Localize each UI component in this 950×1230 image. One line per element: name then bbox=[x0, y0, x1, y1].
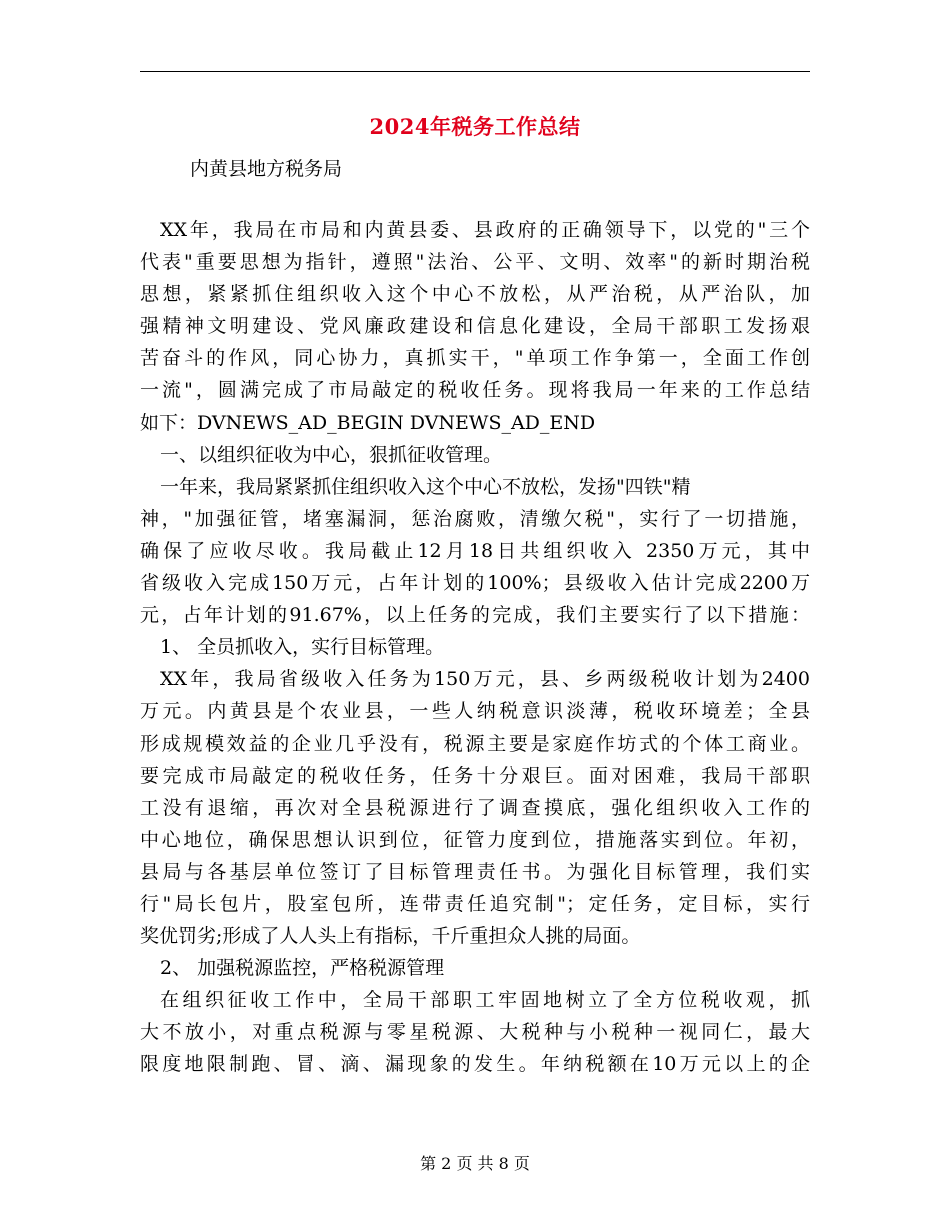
body-text-line: 神，"加强征管，堵塞漏洞，惩治腐败，清缴欠税"，实行了一切措施， bbox=[140, 507, 810, 530]
body-text-line: 奖优罚劣;形成了人人头上有指标，千斤重担众人挑的局面。 bbox=[140, 925, 641, 948]
body-text-line: 确保了应收尽收。我局截止12月18日共组织收入 2350万元，其中 bbox=[140, 539, 810, 562]
body-text-line: 县局与各基层单位签订了目标管理责任书。为强化目标管理，我们实 bbox=[140, 860, 810, 883]
body-text-line: 苦奋斗的作风，同心协力，真抓实干，"单项工作争第一，全面工作创 bbox=[140, 347, 810, 370]
body-text-line: 省级收入完成150万元，占年计划的100%；县级收入估计完成2200万 bbox=[140, 572, 810, 595]
body-text-line: 在组织征收工作中，全局干部职工牢固地树立了全方位税收观，抓 bbox=[160, 989, 810, 1012]
header-rule bbox=[140, 71, 810, 72]
body-text-line: 要完成市局敲定的税收任务，任务十分艰巨。面对困难，我局干部职 bbox=[140, 764, 810, 787]
organization-name: 内黄县地方税务局 bbox=[190, 158, 343, 180]
body-text-line: 一流"，圆满完成了市局敲定的税收任务。现将我局一年来的工作总结 bbox=[140, 379, 810, 402]
body-text-line: 思想，紧紧抓住组织收入这个中心不放松，从严治税，从严治队，加 bbox=[140, 283, 810, 306]
document-title: 2024年税务工作总结 bbox=[369, 114, 581, 139]
body-text-line: 一年来，我局紧紧抓住组织收入这个中心不放松，发扬"四铁"精 bbox=[160, 475, 691, 498]
body-text-line: 万元。内黄县是个农业县，一些人纳税意识淡薄，税收环境差；全县 bbox=[140, 700, 810, 723]
page-number: 第 2 页 共 8 页 bbox=[420, 1154, 530, 1173]
body-text-line: 代表"重要思想为指针，遵照"法治、公平、文明、效率"的新时期治税 bbox=[140, 251, 810, 274]
body-text-line: XX年，我局在市局和内黄县委、县政府的正确领导下，以党的"三个 bbox=[160, 219, 810, 241]
body-text-line: 限度地限制跑、冒、滴、漏现象的发生。年纳税额在10万元以上的企 bbox=[140, 1053, 810, 1076]
body-text-line: 如下：DVNEWS_AD_BEGIN DVNEWS_AD_END bbox=[140, 411, 596, 434]
document-body bbox=[140, 214, 810, 1081]
body-text-line: 中心地位，确保思想认识到位，征管力度到位，措施落实到位。年初， bbox=[140, 828, 810, 851]
body-text-line: XX年，我局省级收入任务为150万元，县、乡两级税收计划为2400 bbox=[160, 668, 810, 691]
body-text-line: 大不放小，对重点税源与零星税源、大税种与小税种一视同仁，最大 bbox=[140, 1021, 810, 1044]
body-text-line: 元，占年计划的91.67%，以上任务的完成，我们主要实行了以下措施： bbox=[140, 604, 810, 627]
body-text-line: 2、 加强税源监控，严格税源管理 bbox=[160, 957, 445, 980]
body-text-line: 1、 全员抓收入，实行目标管理。 bbox=[160, 636, 445, 659]
body-text-line: 工没有退缩，再次对全县税源进行了调查摸底，强化组织收入工作的 bbox=[140, 796, 810, 819]
body-text-line: 一、以组织征收为中心，狠抓征收管理。 bbox=[160, 443, 503, 466]
body-text-line: 形成规模效益的企业几乎没有，税源主要是家庭作坊式的个体工商业。 bbox=[140, 732, 810, 755]
body-text-line: 强精神文明建设、党风廉政建设和信息化建设，全局干部职工发扬艰 bbox=[140, 315, 810, 338]
body-text-line: 行"局长包片，股室包所，连带责任追究制"；定任务，定目标，实行 bbox=[140, 892, 810, 915]
